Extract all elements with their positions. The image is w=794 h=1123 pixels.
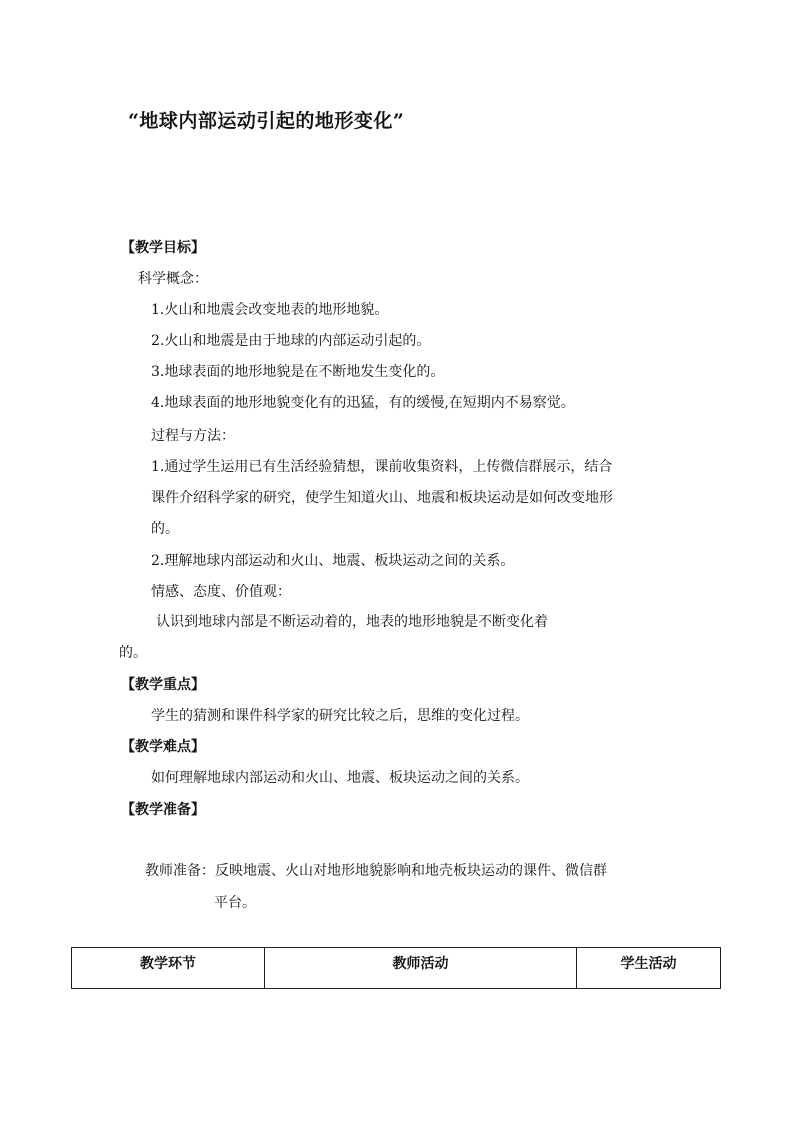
science-concept-2: 2.火山和地震是由于地球的内部运动引起的。	[151, 333, 431, 349]
science-concept-1: 1.火山和地震会改变地表的地形地貌。	[151, 302, 389, 318]
science-concepts-label: 科学概念：	[138, 271, 208, 287]
process-method-1-line3: 的。	[151, 521, 179, 537]
process-method-1-line2: 课件介绍科学家的研究，使学生知道火山、地震和板块运动是如何改变地形	[151, 490, 613, 506]
process-method-1-line1: 1.通过学生运用已有生活经验猜想，课前收集资料，上传微信群展示，结合	[151, 459, 613, 475]
process-methods-label: 过程与方法：	[151, 428, 235, 444]
table-header-student-activity: 学生活动	[620, 956, 677, 972]
difficult-point-heading: 【教学难点】	[121, 739, 205, 755]
table-header-teaching-step: 教学环节	[72, 948, 265, 988]
emotion-values-line-1: 认识到地球内部是不断运动着的，地表的地形地貌是不断变化着	[156, 614, 548, 630]
difficult-point-text: 如何理解地球内部运动和火山、地震、板块运动之间的关系。	[151, 770, 529, 786]
lesson-plan-table	[71, 947, 721, 989]
teacher-prep-line-2: 平台。	[214, 895, 256, 911]
emotion-values-line-2: 的。	[119, 645, 147, 661]
process-method-2: 2.理解地球内部运动和火山、地震、板块运动之间的关系。	[151, 553, 515, 569]
science-concept-3: 3.地球表面的地形地貌是在不断地发生变化的。	[151, 364, 445, 380]
table-header-teacher-activity: 教师活动	[265, 948, 577, 988]
emotion-values-label: 情感、态度、价值观：	[151, 584, 291, 600]
preparation-heading: 【教学准备】	[121, 802, 205, 818]
teacher-prep-line-1: 教师准备：反映地震、火山对地形地貌影响和地壳板块运动的课件、微信群	[145, 863, 607, 879]
document-title: “地球内部运动引起的地形变化”	[128, 110, 405, 132]
science-concept-4: 4.地球表面的地形地貌变化有的迅猛，有的缓慢,在短期内不易察觉。	[151, 395, 575, 411]
key-point-text: 学生的猜测和课件科学家的研究比较之后，思维的变化过程。	[151, 708, 529, 724]
teaching-goals-heading: 【教学目标】	[121, 240, 205, 256]
key-point-heading: 【教学重点】	[121, 677, 205, 693]
